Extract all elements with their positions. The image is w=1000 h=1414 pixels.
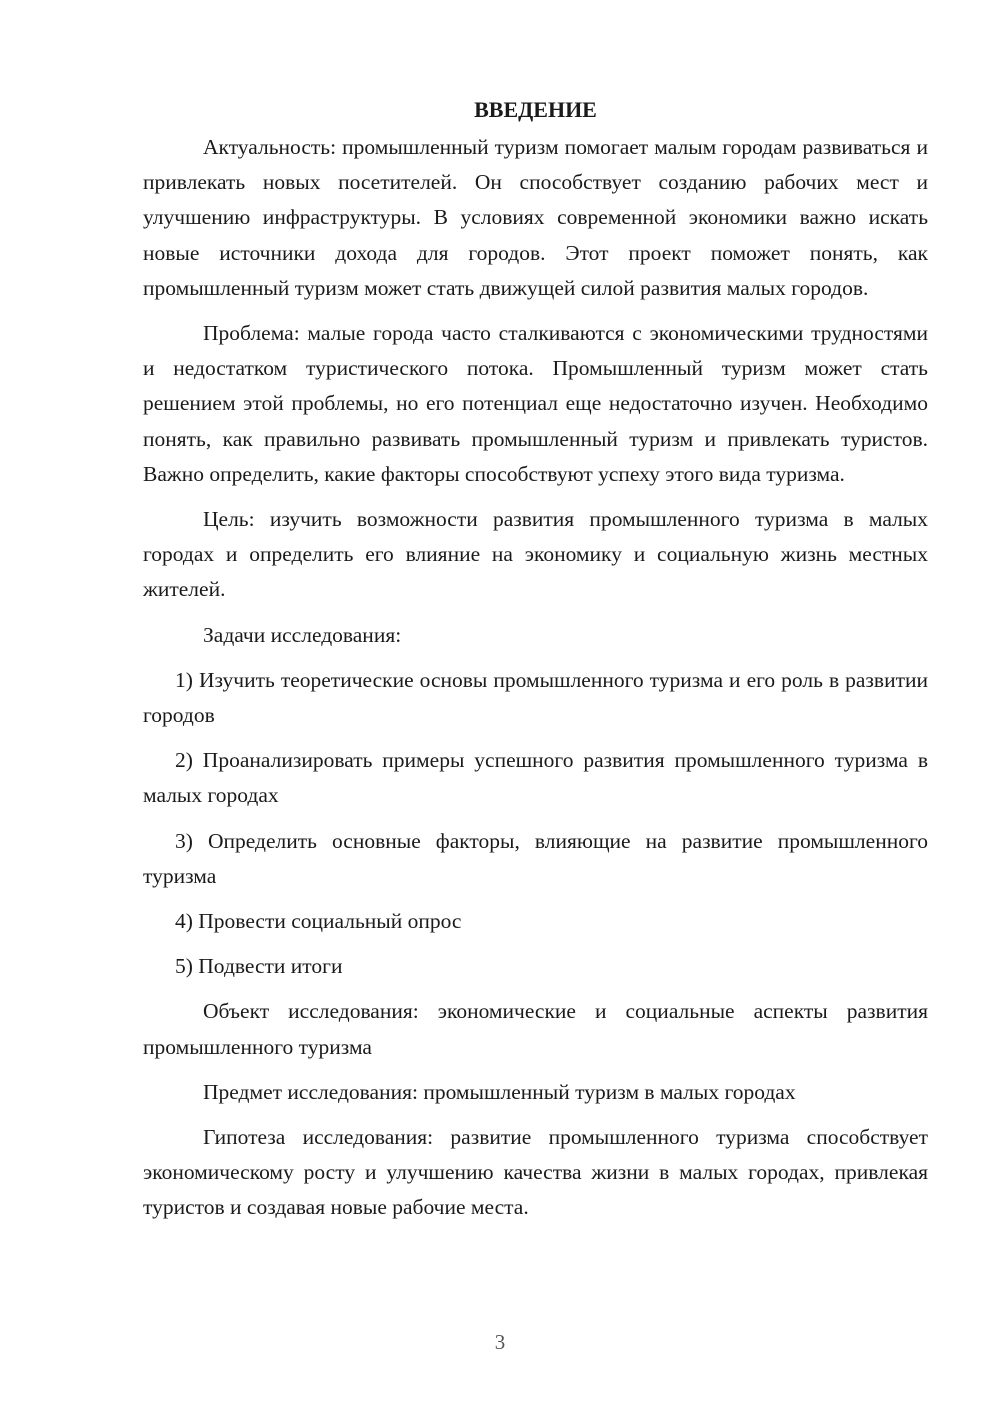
hypothesis-paragraph: Гипотеза исследования: развитие промышленного туризма способствует экономическому росту и улучшению качества жизни в малых городах, привлекая туристов и создавая новые рабочие места. — [143, 1125, 928, 1220]
subject-paragraph: Предмет исследования: промышленный туризм в малых городах — [203, 1079, 796, 1104]
relevance-paragraph: Актуальность: промышленный туризм помогает малым городам развиваться и привлекать новых посетителей. Он способствует созданию рабочих мест и улучшению инфраструктуры. В условиях современной экономики важно искать новые источники дохода для городов. Этот проект поможет понять, как промышленный туризм может стать движущей силой развития малых городов. — [143, 135, 928, 300]
task-item-4: 4) Провести социальный опрос — [175, 909, 462, 934]
problem-paragraph: Проблема: малые города часто сталкиваются с экономическими трудностями и недостатком туристического потока. Промышленный туризм может стать решением этой проблемы, но его потенциал еще недостаточно изучен. Необходимо понять, как правильно развивать промышленный туризм и привлекать туристов. Важно определить, какие факторы способствуют успеху этого вида туризма. — [143, 321, 928, 486]
object-paragraph: Объект исследования: экономические и социальные аспекты развития промышленного туризма — [143, 999, 928, 1059]
page-title: ВВЕДЕНИЕ — [474, 97, 597, 122]
goal-paragraph: Цель: изучить возможности развития промышленного туризма в малых городах и определить его влияние на экономику и социальную жизнь местных жителей. — [143, 507, 928, 602]
task-item-2: 2) Проанализировать примеры успешного развития промышленного туризма в малых городах — [143, 748, 928, 808]
page-number: 3 — [494, 1330, 506, 1354]
tasks-heading: Задачи исследования: — [203, 622, 402, 647]
task-item-5: 5) Подвести итоги — [175, 954, 343, 979]
document-page — [143, 92, 928, 1236]
task-item-3: 3) Определить основные факторы, влияющие на развитие промышленного туризма — [143, 828, 928, 888]
task-item-1: 1) Изучить теоретические основы промышленного туризма и его роль в развитии городов — [143, 667, 928, 728]
